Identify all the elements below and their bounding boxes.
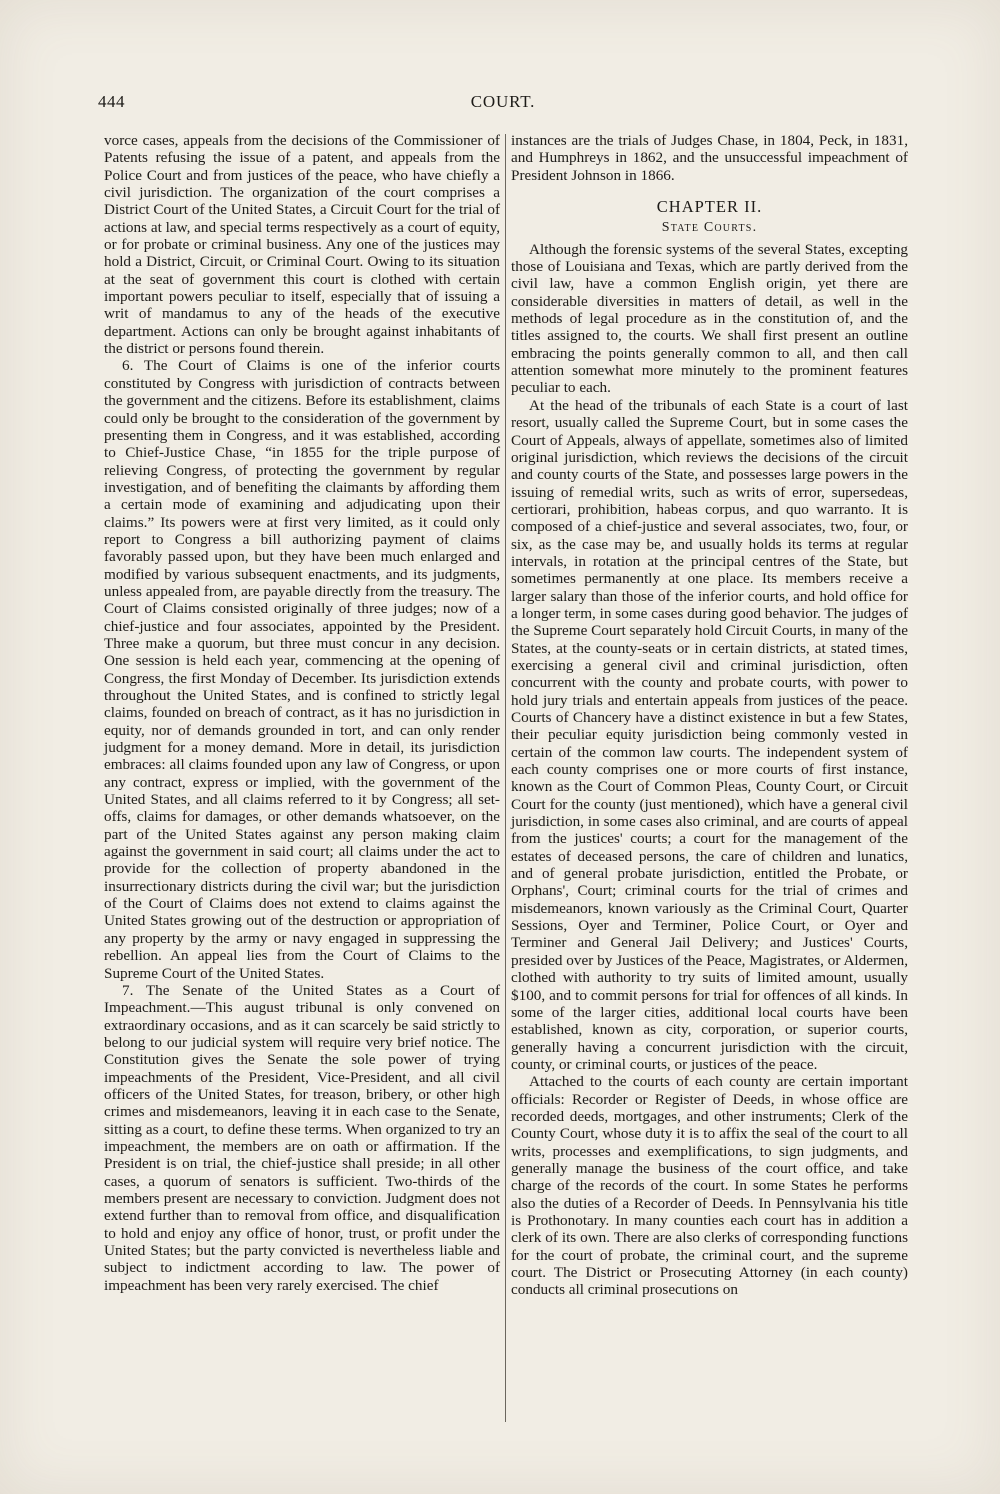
right-paragraph-county-officials: Attached to the courts of each county are certain important officials: Recorder or Register of Deeds, in whose office are recorded deeds, mortgages, and other instruments; Clerk of the County Court, whose duty it is to affix the seal of the court to all writs, processes and exemplifications, to sign judgments, and generally manage the business of the court office, and take charge of the records of the court. In some States he performs also the duties of a Recorder of Deeds. In Pennsylvania his title is Prothonotary. In many counties each court has in addition a clerk of its own. There are also clerks of corresponding functions for the court of probate, the criminal court, and the supreme court. The District or Prosecuting Attorney (in each county) conducts all criminal prosecutions on — [511, 1073, 908, 1299]
chapter-subheading: State Courts. — [661, 220, 758, 236]
chapter-heading: CHAPTER II. — [656, 197, 763, 217]
right-column — [511, 132, 908, 1299]
running-head — [98, 92, 908, 116]
left-column — [104, 132, 500, 1294]
right-paragraph-supreme-court: At the head of the tribunals of each State is a court of last resort, usually called the Supreme Court, but in some cases the Court of Appeals, always of appellate, sometimes also of limited original jurisdiction, which reviews the decisions of the circuit and county courts of the State, and possesses large powers in the issuing of remedial writs, such as writs of error, supersedeas, certiorari, prohibition, habeas corpus, and quo warranto. It is composed of a chief-justice and several associates, two, four, or six, as the case may be, and usually holds its terms at regular intervals, in rotation at the principal centres of the State, but sometimes permanently at one place. Its members receive a larger salary than those of the inferior courts, and hold office for a longer term, in some cases during good behavior. The judges of the Supreme Court separately hold Circuit Courts, in many of the States, at the county-seats or in certain districts, at stated times, exercising a general civil and criminal jurisdiction, often concurrent with the county and probate courts, with power to hold jury trials and entertain appeals from justices of the peace. Courts of Chancery have a distinct existence in but a few States, their peculiar equity jurisdiction being commonly vested in certain of the common law courts. The independent system of each county comprises one or more courts of first instance, known as the Court of Common Pleas, County Court, or Circuit Court for the county (just mentioned), which have a general civil jurisdiction, in some cases also criminal, and are courts of appeal from the justices' courts; a court for the management of the estates of deceased persons, the care of children and lunatics, and of general probate jurisdiction, entitled the Probate, or Orphans', Court; criminal courts for the trial of crimes and misdemeanors, known variously as the Criminal Court, Quarter Sessions, Oyer and Terminer, Police Court, or Oyer and Terminer and General Jail Delivery; and Justices' Courts, presided over by Justices of the Peace, Magistrates, or Aldermen, clothed with authority to try suits of limited amount, usually $100, and to commit persons for trial for offences of all kinds. In some of the larger cities, additional local courts have been established, known as city, corporation, or superior courts, generally having a concurrent jurisdiction with the circuit, county, or criminal courts, or justices of the peace. — [511, 396, 908, 1073]
page-number: 444 — [98, 92, 125, 111]
left-paragraph-court-of-claims: 6. The Court of Claims is one of the inferior courts constituted by Congress with jurisdiction of contracts between the government and the citizens. Before its establishment, claims could only be brought to the consideration of the government by presenting them in Congress, and it was established, according to Chief-Justice Chase, “in 1855 for the triple purpose of relieving Congress, of protecting the government by regular investigation, and of benefiting the claimants by affording them a certain mode of examining and adjudicating upon their claims.” Its powers were at first very limited, as it could only report to Congress a bill authorizing payment of claims favorably passed upon, but they have been much enlarged and modified by various subsequent enactments, and its judgments, unless appealed from, are payable directly from the treasury. The Court of Claims consisted originally of three judges; now of a chief-justice and four associates, appointed by the President. Three make a quorum, but three must concur in any decision. One session is held each year, commencing at the opening of Congress, the first Monday of December. Its jurisdiction extends throughout the United States, and is confined to strictly legal claims, founded on breach of contract, as it has no jurisdiction in equity, nor of demands grounded in tort, and can only render judgment for a money demand. More in detail, its jurisdiction embraces: all claims founded upon any law of Congress, or upon any contract, express or implied, with the government of the United States, and all claims referred to it by Congress; all set-offs, claims for damages, or other demands whatsoever, on the part of the United States against any person making claim against the government in said court; all claims under the act to provide for the collection of property abandoned in the insurrectionary districts during the civil war; but the jurisdiction of the Court of Claims does not extend to claims against the United States growing out of the destruction or appropriation of any property by the army or navy engaged in suppressing the rebellion. An appeal lies from the Court of Claims to the Supreme Court of the United States. — [104, 357, 500, 982]
left-paragraph-senate-impeachment: 7. The Senate of the United States as a Court of Impeachment.—This august tribunal is only convened on extraordinary occasions, and as it can scarcely be said strictly to belong to our judicial system will require very brief notice. The Constitution gives the Senate the sole power of trying impeachments of the President, Vice-President, and all civil officers of the United States, for treason, bribery, or other high crimes and misdemeanors, leaving it in each case to the Senate, sitting as a court, to define these terms. When organized to try an impeachment, the members are on oath or affirmation. If the President is on trial, the chief-justice shall preside; in all other cases, a quorum of senators is sufficient. Two-thirds of the members present are necessary to conviction. Judgment does not extend further than to removal from office, and disqualification to hold and enjoy any office of honor, trust, or profit under the United States; but the party convicted is nevertheless liable and subject to indictment according to law. The power of impeachment has been very rarely exercised. The chief — [104, 981, 500, 1294]
section-title: COURT. — [470, 92, 536, 111]
left-paragraph-continuation: vorce cases, appeals from the decisions of the Commissioner of Patents refusing the issue of a patent, and appeals from the Police Court and from justices of the peace, who have chiefly a civil jurisdiction. The organization of the court comprises a District Court of the United States, a Circuit Court for the trial of actions at law, and special terms respectively as a court of equity, or for probate or criminal business. Any one of the justices may hold a District, Circuit, or Criminal Court. Owing to its situation at the seat of government this court is clothed with certain important powers peculiar to itself, especially that of issuing a writ of mandamus to any of the heads of the executive department. Actions can only be brought against inhabitants of the district or persons found therein. — [104, 132, 500, 358]
right-paragraph-forensic-systems: Although the forensic systems of the several States, excepting those of Louisiana and Texas, which are partly derived from the civil law, have a common English origin, yet there are considerable diversities in matters of detail, as well in the methods of legal procedure as in the constitution of, and the titles assigned to, the courts. We shall first present an outline embracing the points generally common to all, and then call attention somewhat more minutely to the prominent features peculiar to each. — [511, 240, 908, 397]
column-divider — [505, 134, 506, 1422]
right-paragraph-continuation: instances are the trials of Judges Chase, in 1804, Peck, in 1831, and Humphreys in 1862, and the unsuccessful impeachment of President Johnson in 1866. — [511, 132, 908, 184]
